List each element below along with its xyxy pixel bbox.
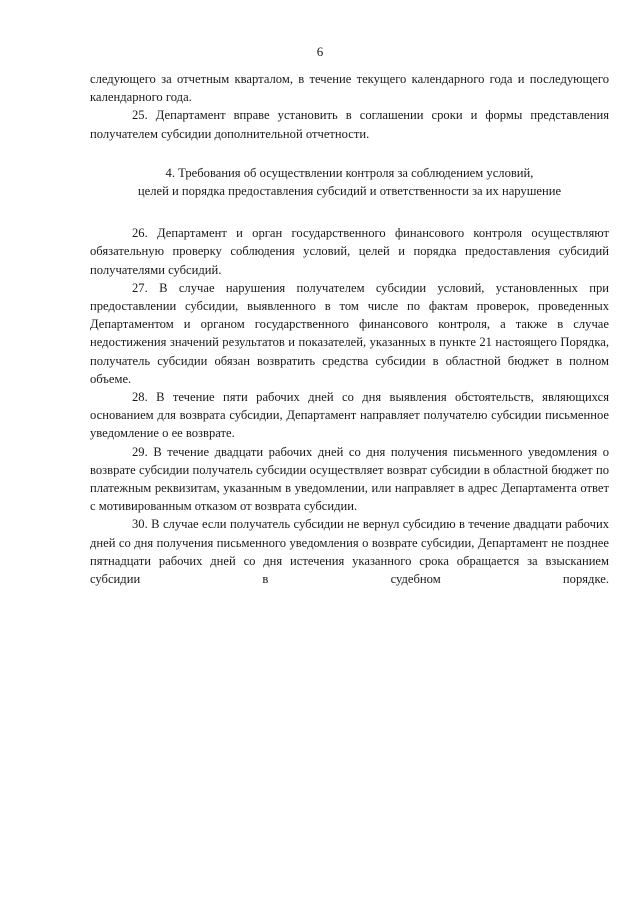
paragraph-29: 29. В течение двадцати рабочих дней со дня получения письменного уведомления о возврате субсидии получатель субсидии осуществляет возврат субсидии в областной бюджет по платежным реквизитам, указанным в уведомлении, или направляет в адрес Департамента ответ с мотивированным отказом от возврата субсидии. (90, 444, 609, 514)
page-number: 6 (316, 44, 324, 59)
document-body (90, 70, 609, 588)
paragraph-25: 25. Департамент вправе установить в соглашении сроки и формы представления получателем субсидии дополнительной отчетности. (90, 108, 609, 141)
heading-spacer (90, 200, 609, 224)
paragraph-28: 28. В течение пяти рабочих дней со дня выявления обстоятельств, являющихся основанием для возврата субсидии, Департамент направляет получателю субсидии письменное уведомление о ее возврате. (90, 390, 609, 441)
paragraph-26: 26. Департамент и орган государственного финансового контроля осуществляют обязательную проверку соблюдения условий, целей и порядка предоставления субсидий получателями субсидий. (90, 226, 609, 277)
paragraph-27: 27. В случае нарушения получателем субсидии условий, установленных при предоставлении субсидии, выявленного в том числе по фактам проверок, проведенных Департаментом и органом государственного финансового контроля, а также в случае недостижения значений результатов и показателей, указанных в пункте 21 настоящего Порядка, получатель субсидии обязан возвратить средства субсидии в областной бюджет в полном объеме. (90, 280, 609, 386)
paragraph-30: 30. В случае если получатель субсидии не вернул субсидию в течение двадцати рабочих дней со дня получения письменного уведомления о возврате субсидии, Департамент не позднее пятнадцати рабочих дней со дня истечения указанного срока обращается за взысканием субсидии в судебном порядке. (90, 517, 609, 587)
paragraph-continuation: следующего за отчетным кварталом, в течение текущего календарного года и последующего календарного года. (90, 72, 609, 105)
section-heading-line-2: целей и порядка предоставления субсидий и ответственности за их нарушение (137, 184, 562, 199)
section-heading (90, 164, 609, 200)
section-heading-line-1: 4. Требования об осуществлении контроля за соблюдением условий, (165, 165, 534, 180)
